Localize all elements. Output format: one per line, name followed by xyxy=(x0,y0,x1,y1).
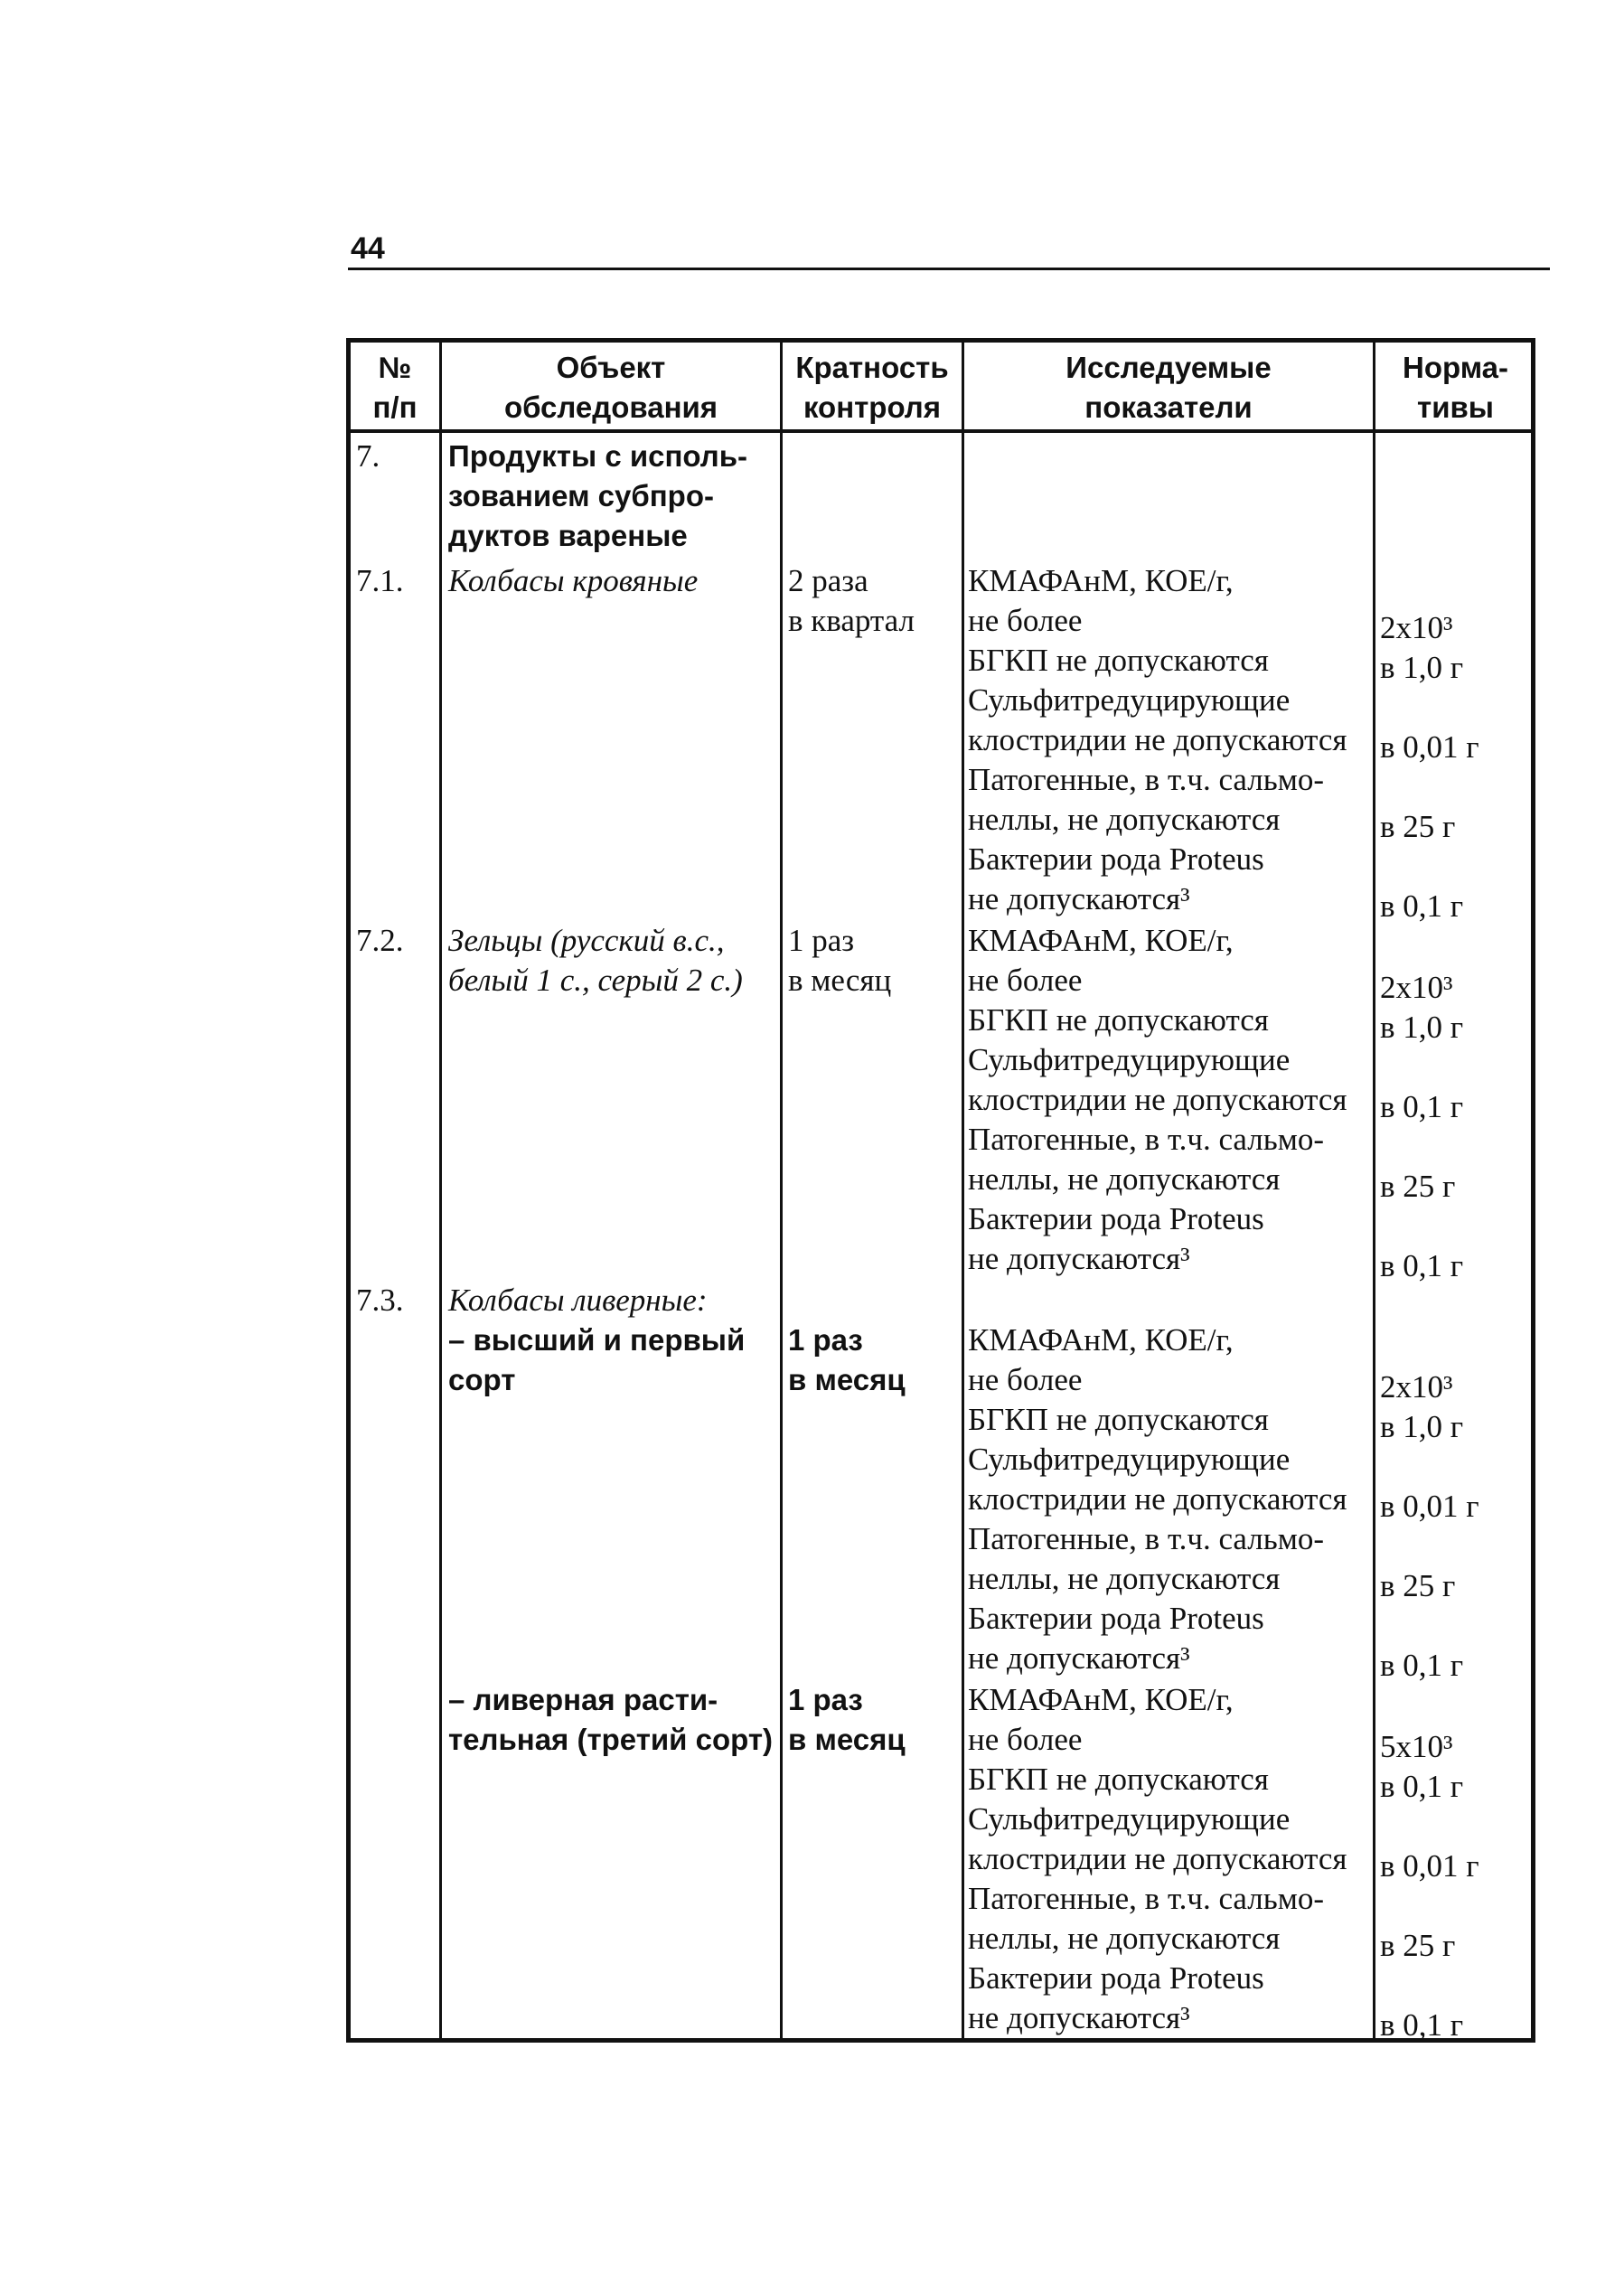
control-frequency: 2 раза в квартал xyxy=(788,563,915,638)
standards-table xyxy=(346,338,1535,2043)
row-number: 7.3. xyxy=(356,1283,404,1318)
header-frequency: Кратность контроля xyxy=(795,351,949,424)
object-name: Зельцы (русский в.с., белый 1 с., серый 2 с.) xyxy=(448,923,743,998)
control-frequency: 1 раз в месяц xyxy=(788,1323,906,1396)
section-title: Продукты с исполь- зованием субпро- дуктов вареные xyxy=(448,439,747,552)
row-number: 7.2. xyxy=(356,923,404,958)
object-name: – ливерная расти- тельная (третий сорт) xyxy=(448,1683,773,1756)
header-separator xyxy=(351,429,1531,433)
row-number: 7.1. xyxy=(356,563,404,598)
object-heading: Колбасы ливерные: xyxy=(448,1283,708,1318)
object-name: Колбасы кровяные xyxy=(448,563,699,598)
norms-list: 2x10³ в 1,0 г в 0,01 г в 25 г в 0,1 г xyxy=(1380,610,1479,924)
control-frequency: 1 раз в месяц xyxy=(788,923,892,998)
object-name: – высший и первый сорт xyxy=(448,1323,746,1396)
header-rule xyxy=(348,268,1550,270)
section-number: 7. xyxy=(356,438,380,474)
header-num: № п/п xyxy=(372,351,418,424)
norms-list: 2x10³ в 1,0 г в 0,1 г в 25 г в 0,1 г xyxy=(1380,970,1464,1283)
indicators-list: КМАФАнМ, КОЕ/г, не более БГКП не допускаются Сульфитредуцирующие клостридии не допускаются Патогенные, в т.ч. сальмо- неллы, не допускаются Бактерии рода Proteus не допускаются³ xyxy=(968,923,1347,1276)
page-number: 44 xyxy=(351,231,385,266)
column-divider xyxy=(1373,343,1375,2038)
indicators-list: КМАФАнМ, КОЕ/г, не более БГКП не допускаются Сульфитредуцирующие клостридии не допускаются Патогенные, в т.ч. сальмо- неллы, не допускаются Бактерии рода Proteus не допускаются³ xyxy=(968,563,1347,916)
norms-list: 5x10³ в 0,1 г в 0,01 г в 25 г в 0,1 г xyxy=(1380,1729,1479,2043)
header-indicators: Исследуемые показатели xyxy=(1065,351,1272,424)
control-frequency: 1 раз в месяц xyxy=(788,1683,906,1756)
header-norms: Норма- тивы xyxy=(1402,351,1509,424)
norms-list: 2x10³ в 1,0 г в 0,01 г в 25 г в 0,1 г xyxy=(1380,1369,1479,1683)
column-divider xyxy=(962,343,964,2038)
indicators-list: КМАФАнМ, КОЕ/г, не более БГКП не допускаются Сульфитредуцирующие клостридии не допускаются Патогенные, в т.ч. сальмо- неллы, не допускаются Бактерии рода Proteus не допускаются³ xyxy=(968,1682,1347,2035)
indicators-list: КМАФАнМ, КОЕ/г, не более БГКП не допускаются Сульфитредуцирующие клостридии не допускаются Патогенные, в т.ч. сальмо- неллы, не допускаются Бактерии рода Proteus не допускаются³ xyxy=(968,1322,1347,1676)
header-object: Объект обследования xyxy=(503,351,718,424)
column-divider xyxy=(439,343,442,2038)
column-divider xyxy=(780,343,783,2038)
